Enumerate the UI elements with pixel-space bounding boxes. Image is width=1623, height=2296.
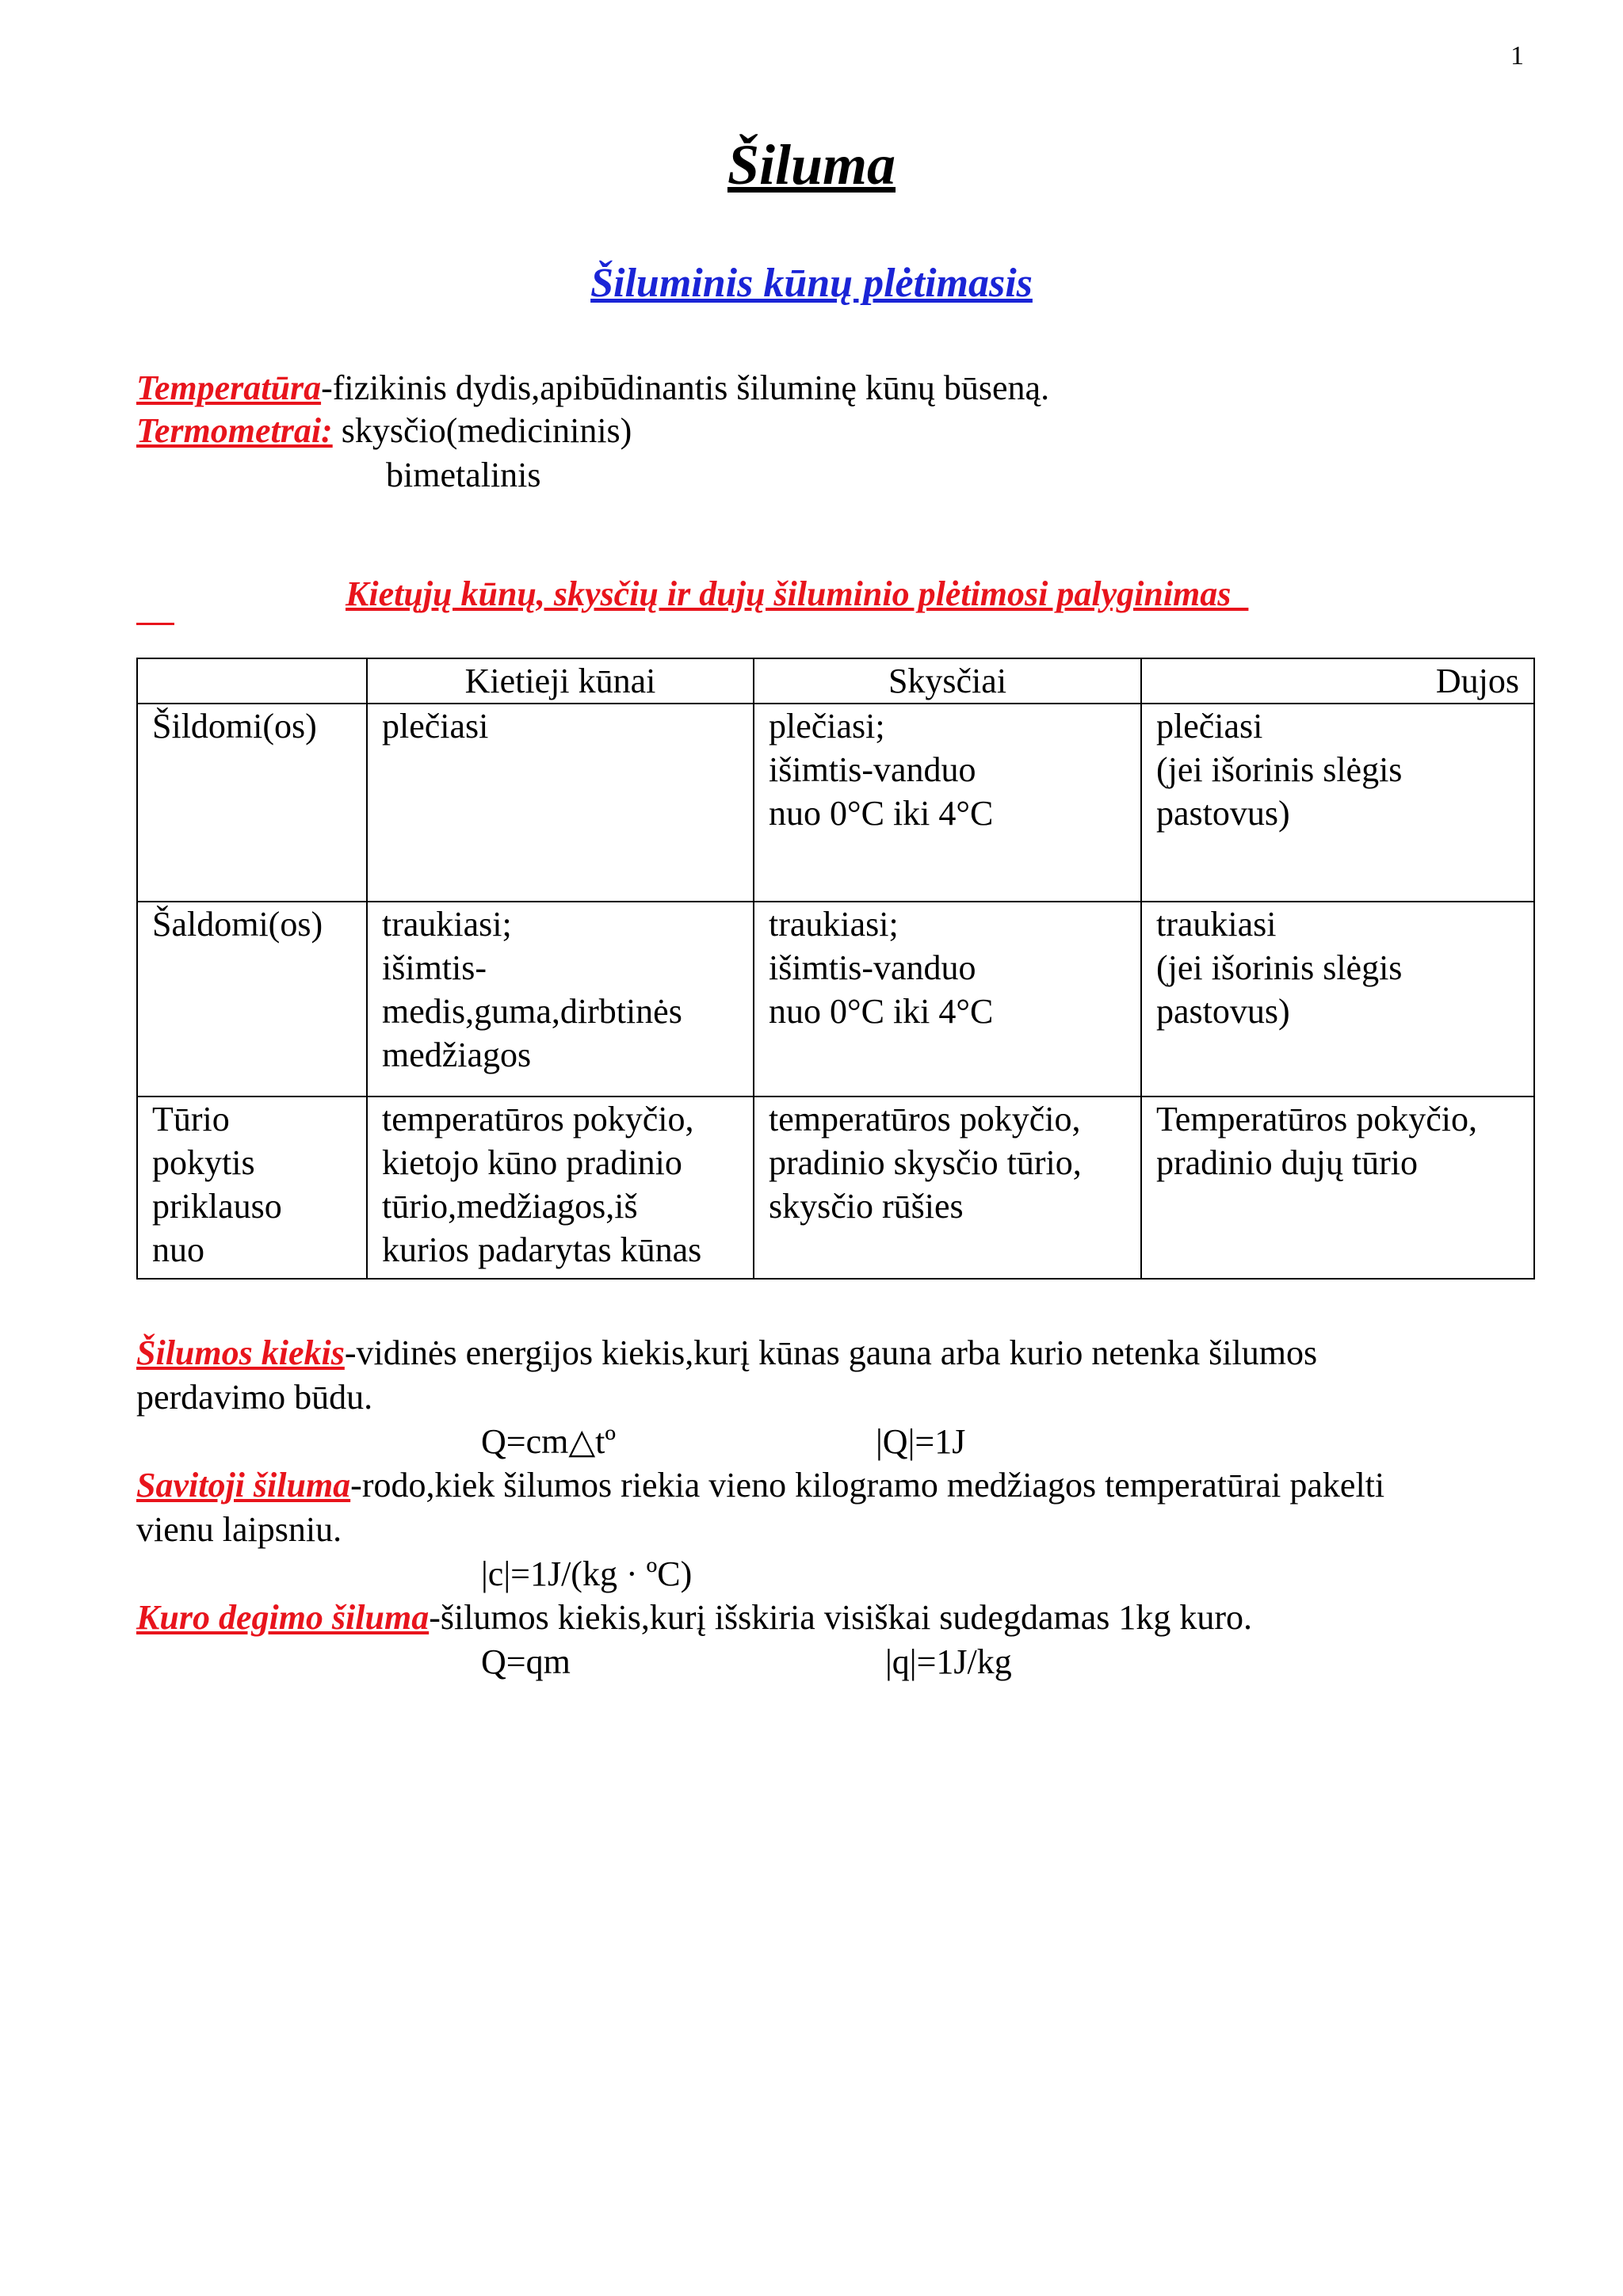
table-cell: plečiasi (jei išorinis slėgis pastovus) <box>1141 704 1534 902</box>
table-cell: traukiasi; išimtis-vanduo nuo 0°C iki 4°C <box>754 902 1141 1097</box>
row-label: Šildomi(os) <box>137 704 367 902</box>
table-cell: traukiasi; išimtis- medis,guma,dirbtinės medžiagos <box>367 902 754 1097</box>
heat-quantity-formula: Q=cm△tº <box>481 1422 617 1461</box>
table-header-cell <box>137 658 367 704</box>
specific-heat-definition <box>136 1468 1384 1503</box>
thermometers-line <box>136 411 632 450</box>
table-row <box>137 902 1534 1097</box>
thermometer-type-liquid: skysčio(medicininis) <box>332 411 632 450</box>
table-row <box>137 704 1534 902</box>
fuel-heat-formula: Q=qm <box>481 1642 571 1681</box>
page-title: Šiluma <box>727 133 896 196</box>
comparison-table <box>136 658 1535 1280</box>
table-cell: temperatūros pokyčio, pradinio skysčio tūrio, skysčio rūšies <box>754 1097 1141 1279</box>
specific-heat-term: Savitoji šiluma <box>136 1466 351 1505</box>
comparison-heading: Kietųjų kūnų, skysčių ir dujų šiluminio plėtimosi palyginimas <box>346 574 1249 613</box>
temperature-definition <box>136 368 1050 407</box>
table-header-cell: Kietieji kūnai <box>367 658 754 704</box>
row-label: Šaldomi(os) <box>137 902 367 1097</box>
row-label: Tūrio pokytis priklauso nuo <box>137 1097 367 1279</box>
temperature-term: Temperatūra <box>136 368 322 407</box>
table-cell: plečiasi; išimtis-vanduo nuo 0°C iki 4°C <box>754 704 1141 902</box>
table-cell: plečiasi <box>367 704 754 902</box>
heat-quantity-text: -vidinės energijos kiekis,kurį kūnas gauna arba kurio netenka šilumos <box>344 1333 1318 1372</box>
fuel-heat-text: -šilumos kiekis,kurį išskiria visiškai sudegdamas 1kg kuro. <box>429 1598 1252 1637</box>
page-number: 1 <box>1510 41 1524 71</box>
table-header-cell: Dujos <box>1141 658 1534 704</box>
table-row <box>137 1097 1534 1279</box>
thermometer-type-bimetal: bimetalinis <box>386 456 541 494</box>
table-cell: temperatūros pokyčio, kietojo kūno pradinio tūrio,medžiagos,iš kurios padarytas kūnas <box>367 1097 754 1279</box>
table-cell: traukiasi (jei išorinis slėgis pastovus) <box>1141 902 1534 1097</box>
heat-quantity-text-cont: perdavimo būdu. <box>136 1378 373 1417</box>
section-subtitle: Šiluminis kūnų plėtimasis <box>590 261 1033 306</box>
specific-heat-text: -rodo,kiek šilumos riekia vieno kilogramo medžiagos temperatūrai pakelti <box>350 1466 1385 1505</box>
table-header-row <box>137 658 1534 704</box>
table-header-cell: Skysčiai <box>754 658 1141 704</box>
specific-heat-text-cont: vienu laipsniu. <box>136 1510 342 1549</box>
heat-quantity-term: Šilumos kiekis <box>136 1333 345 1372</box>
heading-dash <box>136 623 174 625</box>
thermometers-term: Termometrai: <box>136 411 333 450</box>
table-cell: Temperatūros pokyčio, pradinio dujų tūrio <box>1141 1097 1534 1279</box>
fuel-heat-unit: |q|=1J/kg <box>885 1642 1012 1681</box>
fuel-heat-definition <box>136 1600 1252 1635</box>
heat-quantity-unit: |Q|=1J <box>876 1422 966 1461</box>
temperature-text: -fizikinis dydis,apibūdinantis šiluminę kūnų būseną. <box>321 368 1050 407</box>
heat-quantity-definition <box>136 1333 1318 1372</box>
fuel-heat-term: Kuro degimo šiluma <box>136 1598 430 1637</box>
specific-heat-unit: |c|=1J/(kg · ºC) <box>481 1554 693 1593</box>
